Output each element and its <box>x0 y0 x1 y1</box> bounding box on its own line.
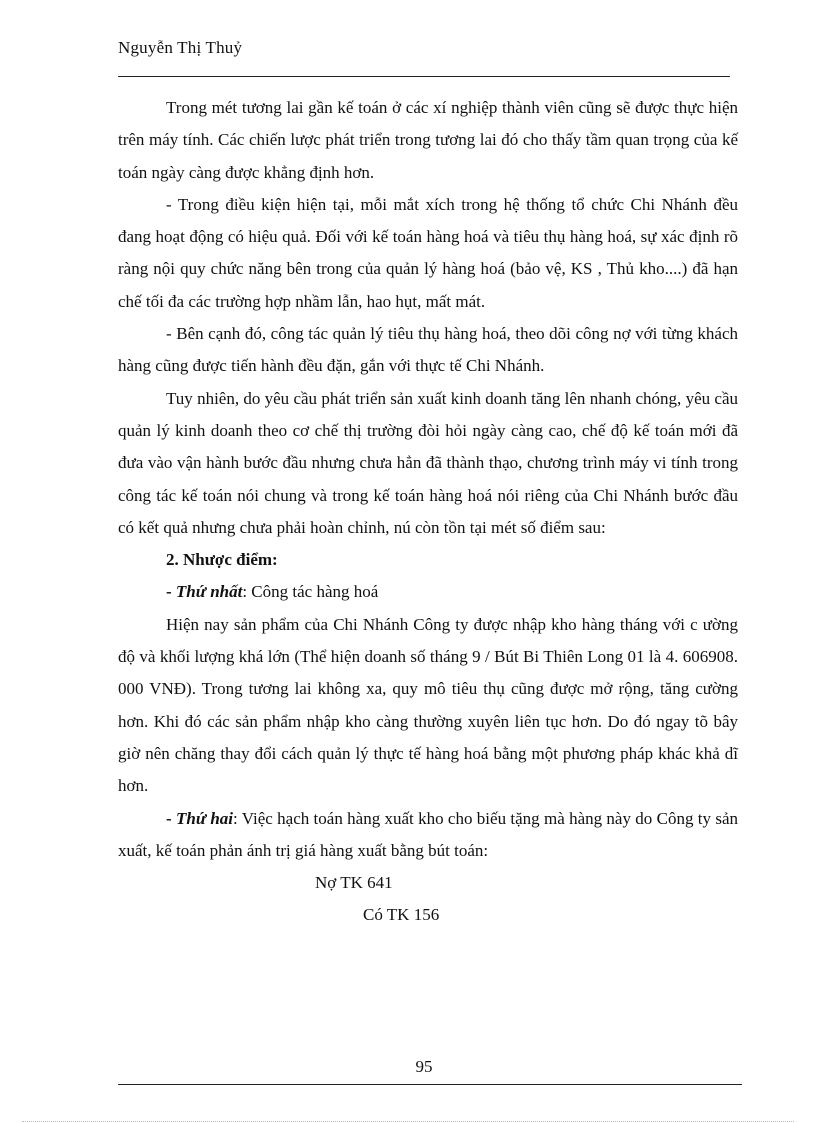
item-label: Thứ hai <box>175 808 234 828</box>
page-edge-dotted-line <box>22 1121 794 1122</box>
item-label: Thứ nhất <box>175 582 243 602</box>
journal-debit: Nợ TK 641 <box>315 873 393 893</box>
list-item-first: - Thứ nhất: Công tác hàng hoá <box>166 582 379 602</box>
item-text: : Việc hạch toán hàng xuất kho cho biếu tặng mà hàng này do Công ty sản xuất, kế toán phản ánh trị giá hàng xuất bằng bút toán: <box>118 808 738 860</box>
paragraph: - Bên cạnh đó, công tác quản lý tiêu thụ hàng hoá, theo dõi công nợ với từng khách hàng cũng được tiến hành đều đặn, gắn với thực tế Chi Nhánh. <box>118 324 738 376</box>
paragraph: Trong mét tương lai gần kế toán ở các xí nghiệp thành viên cũng sẽ được thực hiện trên máy tính. Các chiến lược phát triển trong tương lai đó cho thấy tầm quan trọng của kế toán ngày càng được khẳng định hơn. <box>118 98 738 182</box>
journal-credit: Có TK 156 <box>363 905 440 925</box>
footer-rule <box>118 1084 742 1085</box>
header-rule <box>118 76 730 77</box>
paragraph: Hiện nay sản phẩm của Chi Nhánh Công ty được nhập kho hàng tháng với c ường độ và khối lượng khá lớn (Thể hiện doanh số tháng 9 / Bút Bi Thiên Long 01 là 4. 606908. 000 VNĐ). Trong tương lai không xa, quy mô tiêu thụ cũng được mở rộng, tăng cường hơn. Khi đó các sản phẩm nhập kho càng thường xuyên liên tục hơn. Do đó ngay tõ bây giờ nên chăng thay đổi cách quản lý thực tế hàng hoá bằng một phương pháp khác khả dĩ hơn. <box>118 614 738 796</box>
page-body <box>118 92 738 932</box>
section-heading: 2. Nhược điểm: <box>166 550 278 570</box>
running-header-author: Nguyễn Thị Thuỷ <box>118 38 243 57</box>
page-number: 95 <box>415 1057 433 1076</box>
paragraph: - Trong điều kiện hiện tại, mỗi mắt xích trong hệ thống tổ chức Chi Nhánh đều đang hoạt động có hiệu quả. Đối với kế toán hàng hoá và tiêu thụ hàng hoá, sự xác định rõ ràng nội quy chức năng bên trong của quản lý hàng hoá (bảo vệ, KS , Thủ kho....) đã hạn chế tối đa các trường hợp nhầm lẫn, hao hụt, mất mát. <box>118 194 738 311</box>
list-item-second: - Thứ hai: Việc hạch toán hàng xuất kho cho biếu tặng mà hàng này do Công ty sản xuất, kế toán phản ánh trị giá hàng xuất bằng bút toán: <box>118 808 738 860</box>
paragraph: Tuy nhiên, do yêu cầu phát triển sản xuất kinh doanh tăng lên nhanh chóng, yêu cầu quản lý kinh doanh theo cơ chế thị trường đòi hỏi ngày càng cao, chế độ kế toán mới đã đưa vào vận hành bước đầu nhưng chưa hẳn đã thành thạo, chương trình máy vi tính trong công tác kế toán nói chung và trong kế toán hàng hoá nói riêng của Chi Nhánh bước đầu có kết quả nhưng chưa phải hoàn chỉnh, nú còn tồn tại mét số điểm sau: <box>118 388 738 537</box>
item-text: : Công tác hàng hoá <box>242 582 379 602</box>
